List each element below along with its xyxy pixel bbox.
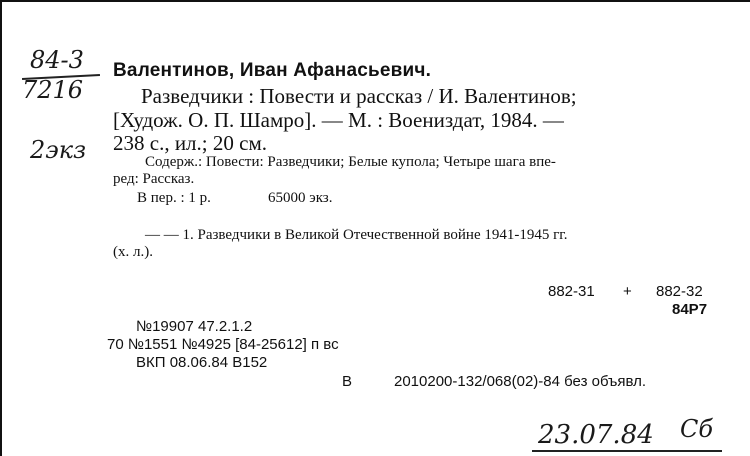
title-line-1: Разведчики : Повести и рассказ / И. Валентинов; xyxy=(141,84,577,108)
index-code: 2010200-132/068(02)-84 без объявл. xyxy=(394,373,647,390)
shelf-mark-bottom: 7216 xyxy=(22,76,84,104)
classification-plus: + xyxy=(623,283,632,300)
title-line-3: 238 с., ил.; 20 см. xyxy=(113,131,267,155)
contents-line-2: ред: Рассказ. xyxy=(113,171,195,187)
classification-left: 882-31 xyxy=(548,283,595,300)
author-heading: Валентинов, Иван Афанасьевич. xyxy=(113,60,432,81)
author-sign: 84Р7 xyxy=(672,301,708,318)
signature-underline xyxy=(532,450,722,452)
title-line-2: [Худож. О. П. Шамро]. — М. : Воениздат, 1984. — xyxy=(113,108,564,132)
classification-right: 882-32 xyxy=(656,283,703,300)
subject-line-2: (х. л.). xyxy=(113,244,153,260)
print-run: 65000 экз. xyxy=(268,190,333,206)
handwritten-date: 23.07.84 xyxy=(538,420,654,450)
contents-line-1: Содерж.: Повести: Разведчики; Белые купола; Четыре шага впе- xyxy=(145,154,556,170)
index-letter: В xyxy=(342,373,353,390)
vkp-line: ВКП 08.06.84 В152 xyxy=(136,354,268,371)
handwritten-copies-note: 2экз xyxy=(30,136,87,164)
handwritten-initials: Сб xyxy=(680,415,714,443)
price-line: В пер. : 1 р. xyxy=(137,190,211,206)
shelf-mark-top: 84-3 xyxy=(30,46,84,74)
record-number: №19907 47.2.1.2 xyxy=(136,318,253,335)
subject-line-1: — — 1. Разведчики в Великой Отечественной войне 1941-1945 гг. xyxy=(145,227,568,243)
registration-line: 70 №1551 №4925 [84-25612] п вс xyxy=(107,336,339,353)
